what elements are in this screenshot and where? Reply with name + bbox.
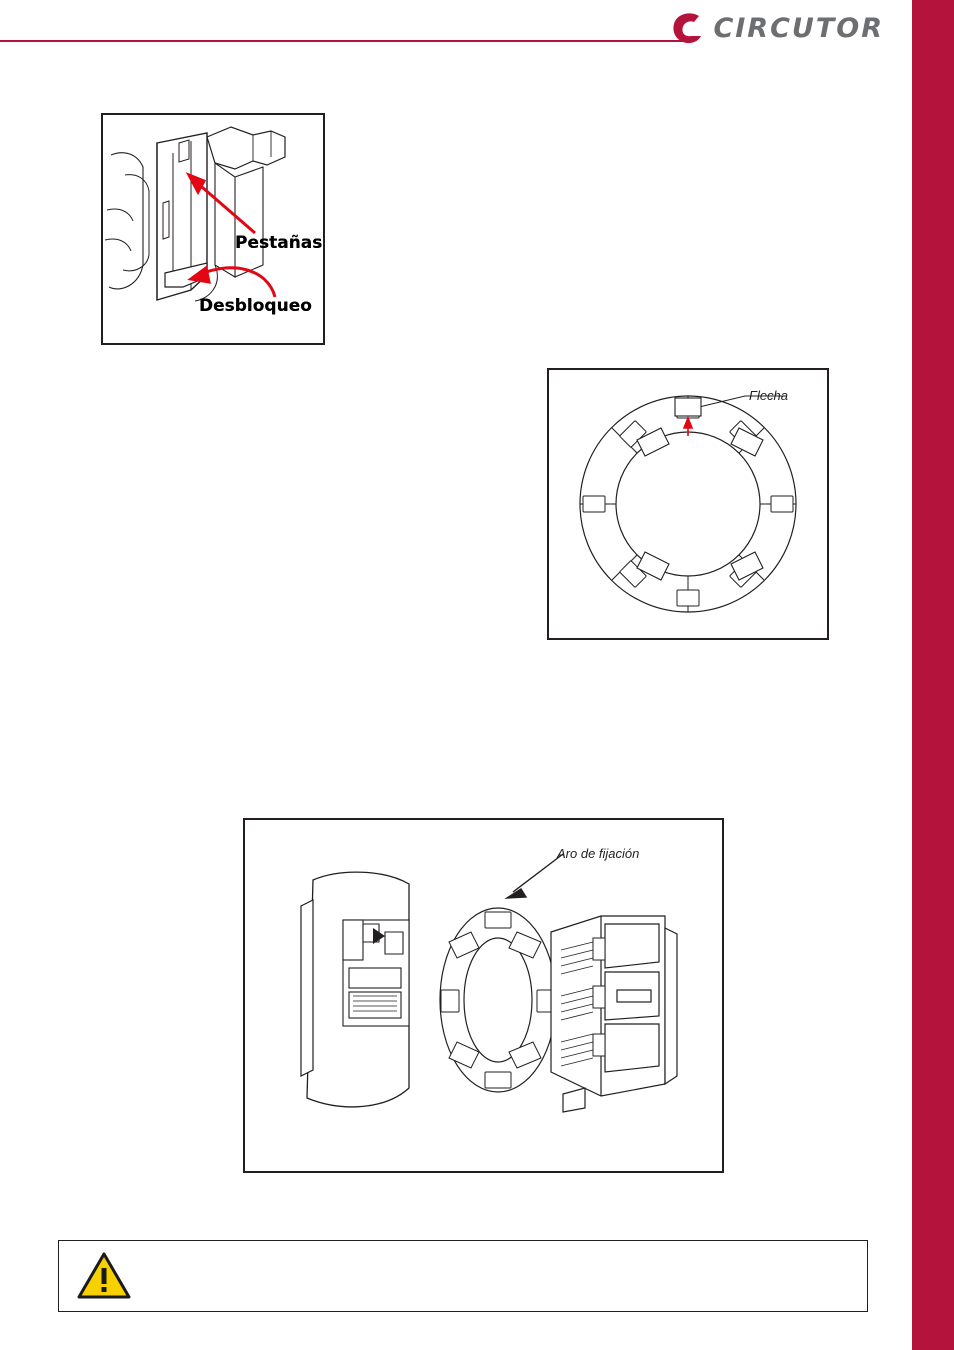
aro-leader-arrow xyxy=(507,854,563,898)
figure-label-desbloqueo: Desbloqueo xyxy=(199,296,312,316)
circutor-c-logo-icon xyxy=(669,10,705,46)
figure-mounting-assembly xyxy=(243,818,724,1173)
figure-mounting-assembly-drawing xyxy=(245,820,722,1171)
figure-label-pestanas: Pestañas xyxy=(235,233,323,253)
figure-tabs-unlock xyxy=(101,113,325,345)
figure-label-aro-de-fijacion: Aro de fijación xyxy=(557,846,640,861)
brand-logo xyxy=(669,10,884,46)
warning-triangle-icon xyxy=(77,1251,131,1301)
brand-name: CIRCUTOR xyxy=(713,12,884,44)
figure-fixing-ring-arrow xyxy=(547,368,829,640)
warning-note-box xyxy=(58,1240,868,1312)
page-side-accent-bar xyxy=(912,0,954,1350)
figure-label-flecha: Flecha xyxy=(749,388,789,403)
header-rule xyxy=(0,40,690,42)
figure-fixing-ring-drawing xyxy=(549,370,827,638)
